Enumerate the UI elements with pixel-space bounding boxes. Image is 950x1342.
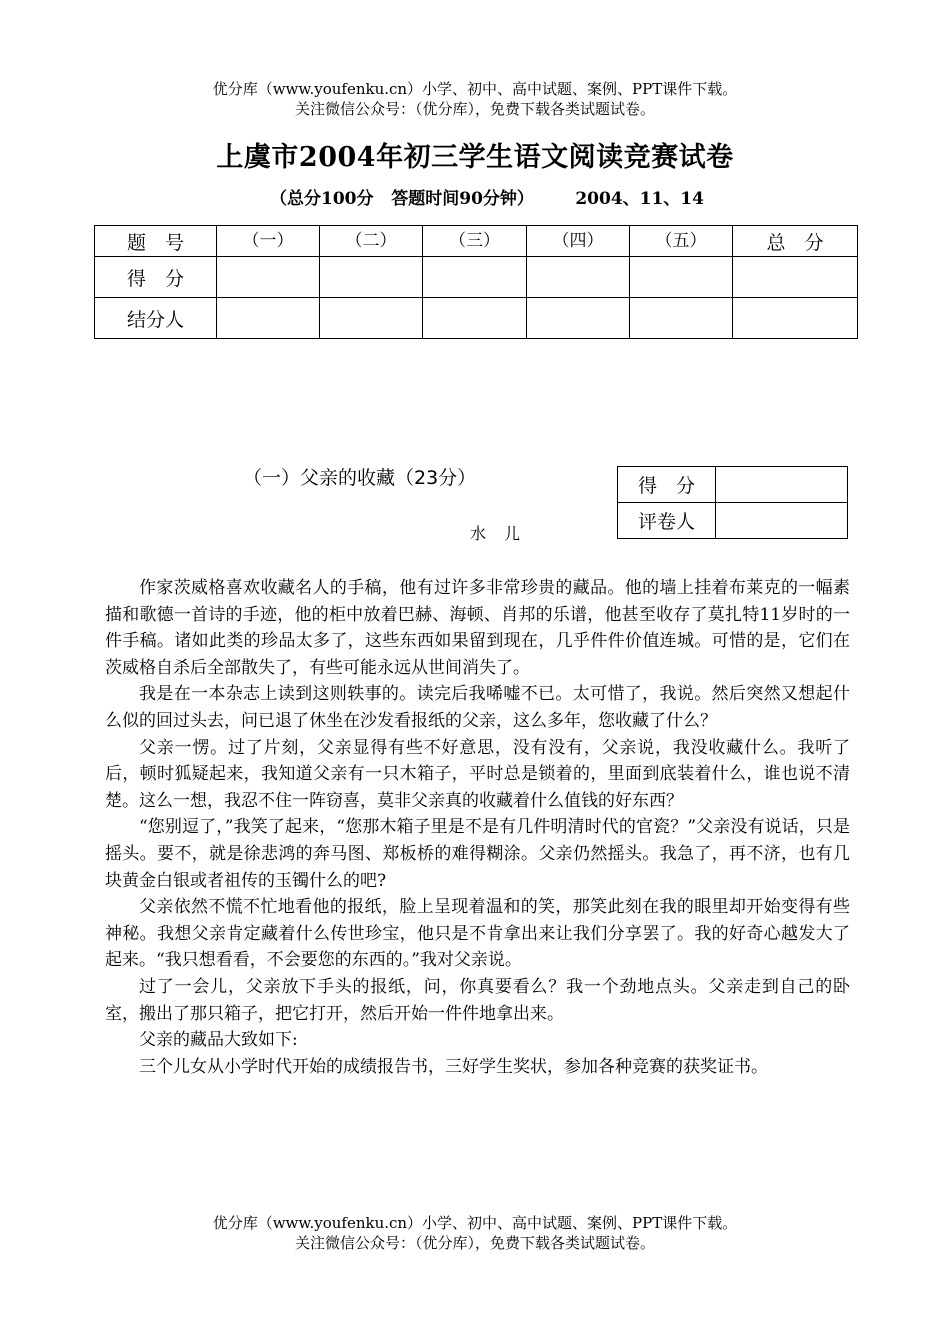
column-section-4: （四）: [527, 226, 630, 257]
section-score-box: [617, 466, 848, 539]
grader-cell[interactable]: [320, 298, 423, 339]
paragraph: 作家茨威格喜欢收藏名人的手稿，他有过许多非常珍贵的藏品。他的墙上挂着布莱克的一幅素描和歌德一首诗的手迹，他的柜中放着巴赫、海顿、肖邦的乐谱，他甚至收存了莫扎特11岁时的一件手稿。诸如此类的珍品太多了，这些东西如果留到现在，几乎件件价值连城。可惜的是，它们在茨威格自杀后全部散失了，有些可能永远从世间消失了。: [105, 578, 850, 678]
paragraph: “您别逗了，”我笑了起来，“您那木箱子里是不是有几件明清时代的官瓷？”父亲没有说话，只是摇头。要不，就是徐悲鸿的奔马图、郑板桥的难得糊涂。父亲仍然摇头。我急了，再不济，也有几块黄金白银或者祖传的玉镯什么的吧?: [105, 817, 850, 891]
page-header-line2: 关注微信公众号：（优分库），免费下载各类试题试卷。: [294, 100, 655, 118]
article-author: 水 儿: [470, 524, 522, 543]
score-cell[interactable]: [527, 257, 630, 298]
section-grader-cell[interactable]: [716, 503, 848, 539]
paragraph: 父亲的藏品大致如下:: [139, 1030, 298, 1051]
score-cell[interactable]: [320, 257, 423, 298]
grader-cell[interactable]: [423, 298, 527, 339]
section-score-cell[interactable]: [716, 467, 848, 503]
grader-cell[interactable]: [630, 298, 733, 339]
row-label-score: 得 分: [95, 257, 217, 298]
column-section-2: （二）: [320, 226, 423, 257]
paragraph: 三个儿女从小学时代开始的成绩报告书，三好学生奖状，参加各种竞赛的获奖证书。: [139, 1056, 768, 1077]
column-section-1: （一）: [217, 226, 320, 257]
page-footer-line2: 关注微信公众号：（优分库），免费下载各类试题试卷。: [294, 1234, 655, 1252]
score-table-row-score: [95, 257, 858, 298]
column-section-5: （五）: [630, 226, 733, 257]
page-footer-line1: 优分库（www.youfenku.cn）小学、初中、高中试题、案例、PPT课件下载。: [212, 1214, 738, 1232]
paragraph: 父亲依然不慌不忙地看他的报纸，脸上呈现着温和的笑，那笑此刻在我的眼里却开始变得有些神秘。我想父亲肯定藏着什么传世珍宝，他只是不肯拿出来让我们分享罢了。我的好奇心越发大了起来。“我只想看看，不会要您的东西的。”我对父亲说。: [105, 897, 850, 971]
paragraph: 父亲一愣。过了片刻，父亲显得有些不好意思，没有没有，父亲说，我没收藏什么。我听了后，顿时狐疑起来，我知道父亲有一只木箱子，平时总是锁着的，里面到底装着什么，谁也说不清楚。这么一想，我忍不住一阵窃喜，莫非父亲真的收藏着什么值钱的好东西？: [105, 737, 850, 811]
grader-cell[interactable]: [527, 298, 630, 339]
grader-cell-total[interactable]: [733, 298, 858, 339]
score-cell[interactable]: [630, 257, 733, 298]
paragraph: 我是在一本杂志上读到这则轶事的。读完后我唏嘘不已。太可惜了，我说。然后突然又想起什么似的回过头去，问已退了休坐在沙发看报纸的父亲，这么多年，您收藏了什么？: [105, 684, 850, 731]
score-cell-total[interactable]: [733, 257, 858, 298]
score-table: [94, 225, 858, 339]
page-title: 上虞市2004年初三学生语文阅读竞赛试卷: [216, 142, 734, 173]
column-total: 总 分: [733, 226, 858, 257]
grader-cell[interactable]: [217, 298, 320, 339]
row-label-question-number: 题 号: [95, 226, 217, 257]
column-section-3: （三）: [423, 226, 527, 257]
page-header-line1: 优分库（www.youfenku.cn）小学、初中、高中试题、案例、PPT课件下载。: [212, 80, 738, 98]
row-label-grader: 结分人: [95, 298, 217, 339]
article-body: [105, 575, 850, 1080]
exam-subtitle: （总分100分 答题时间90分钟） 2004、11、14: [270, 189, 704, 209]
section-heading: （一）父亲的收藏（23分）: [243, 467, 477, 489]
section-score-label: 得 分: [618, 467, 716, 503]
score-cell[interactable]: [423, 257, 527, 298]
score-table-header-row: [95, 226, 858, 257]
score-table-row-grader: [95, 298, 858, 339]
section-grader-label: 评卷人: [618, 503, 716, 539]
score-cell[interactable]: [217, 257, 320, 298]
paragraph: 过了一会儿，父亲放下手头的报纸，问，你真要看么？我一个劲地点头。父亲走到自己的卧室，搬出了那只箱子，把它打开，然后开始一件件地拿出来。: [105, 976, 850, 1024]
